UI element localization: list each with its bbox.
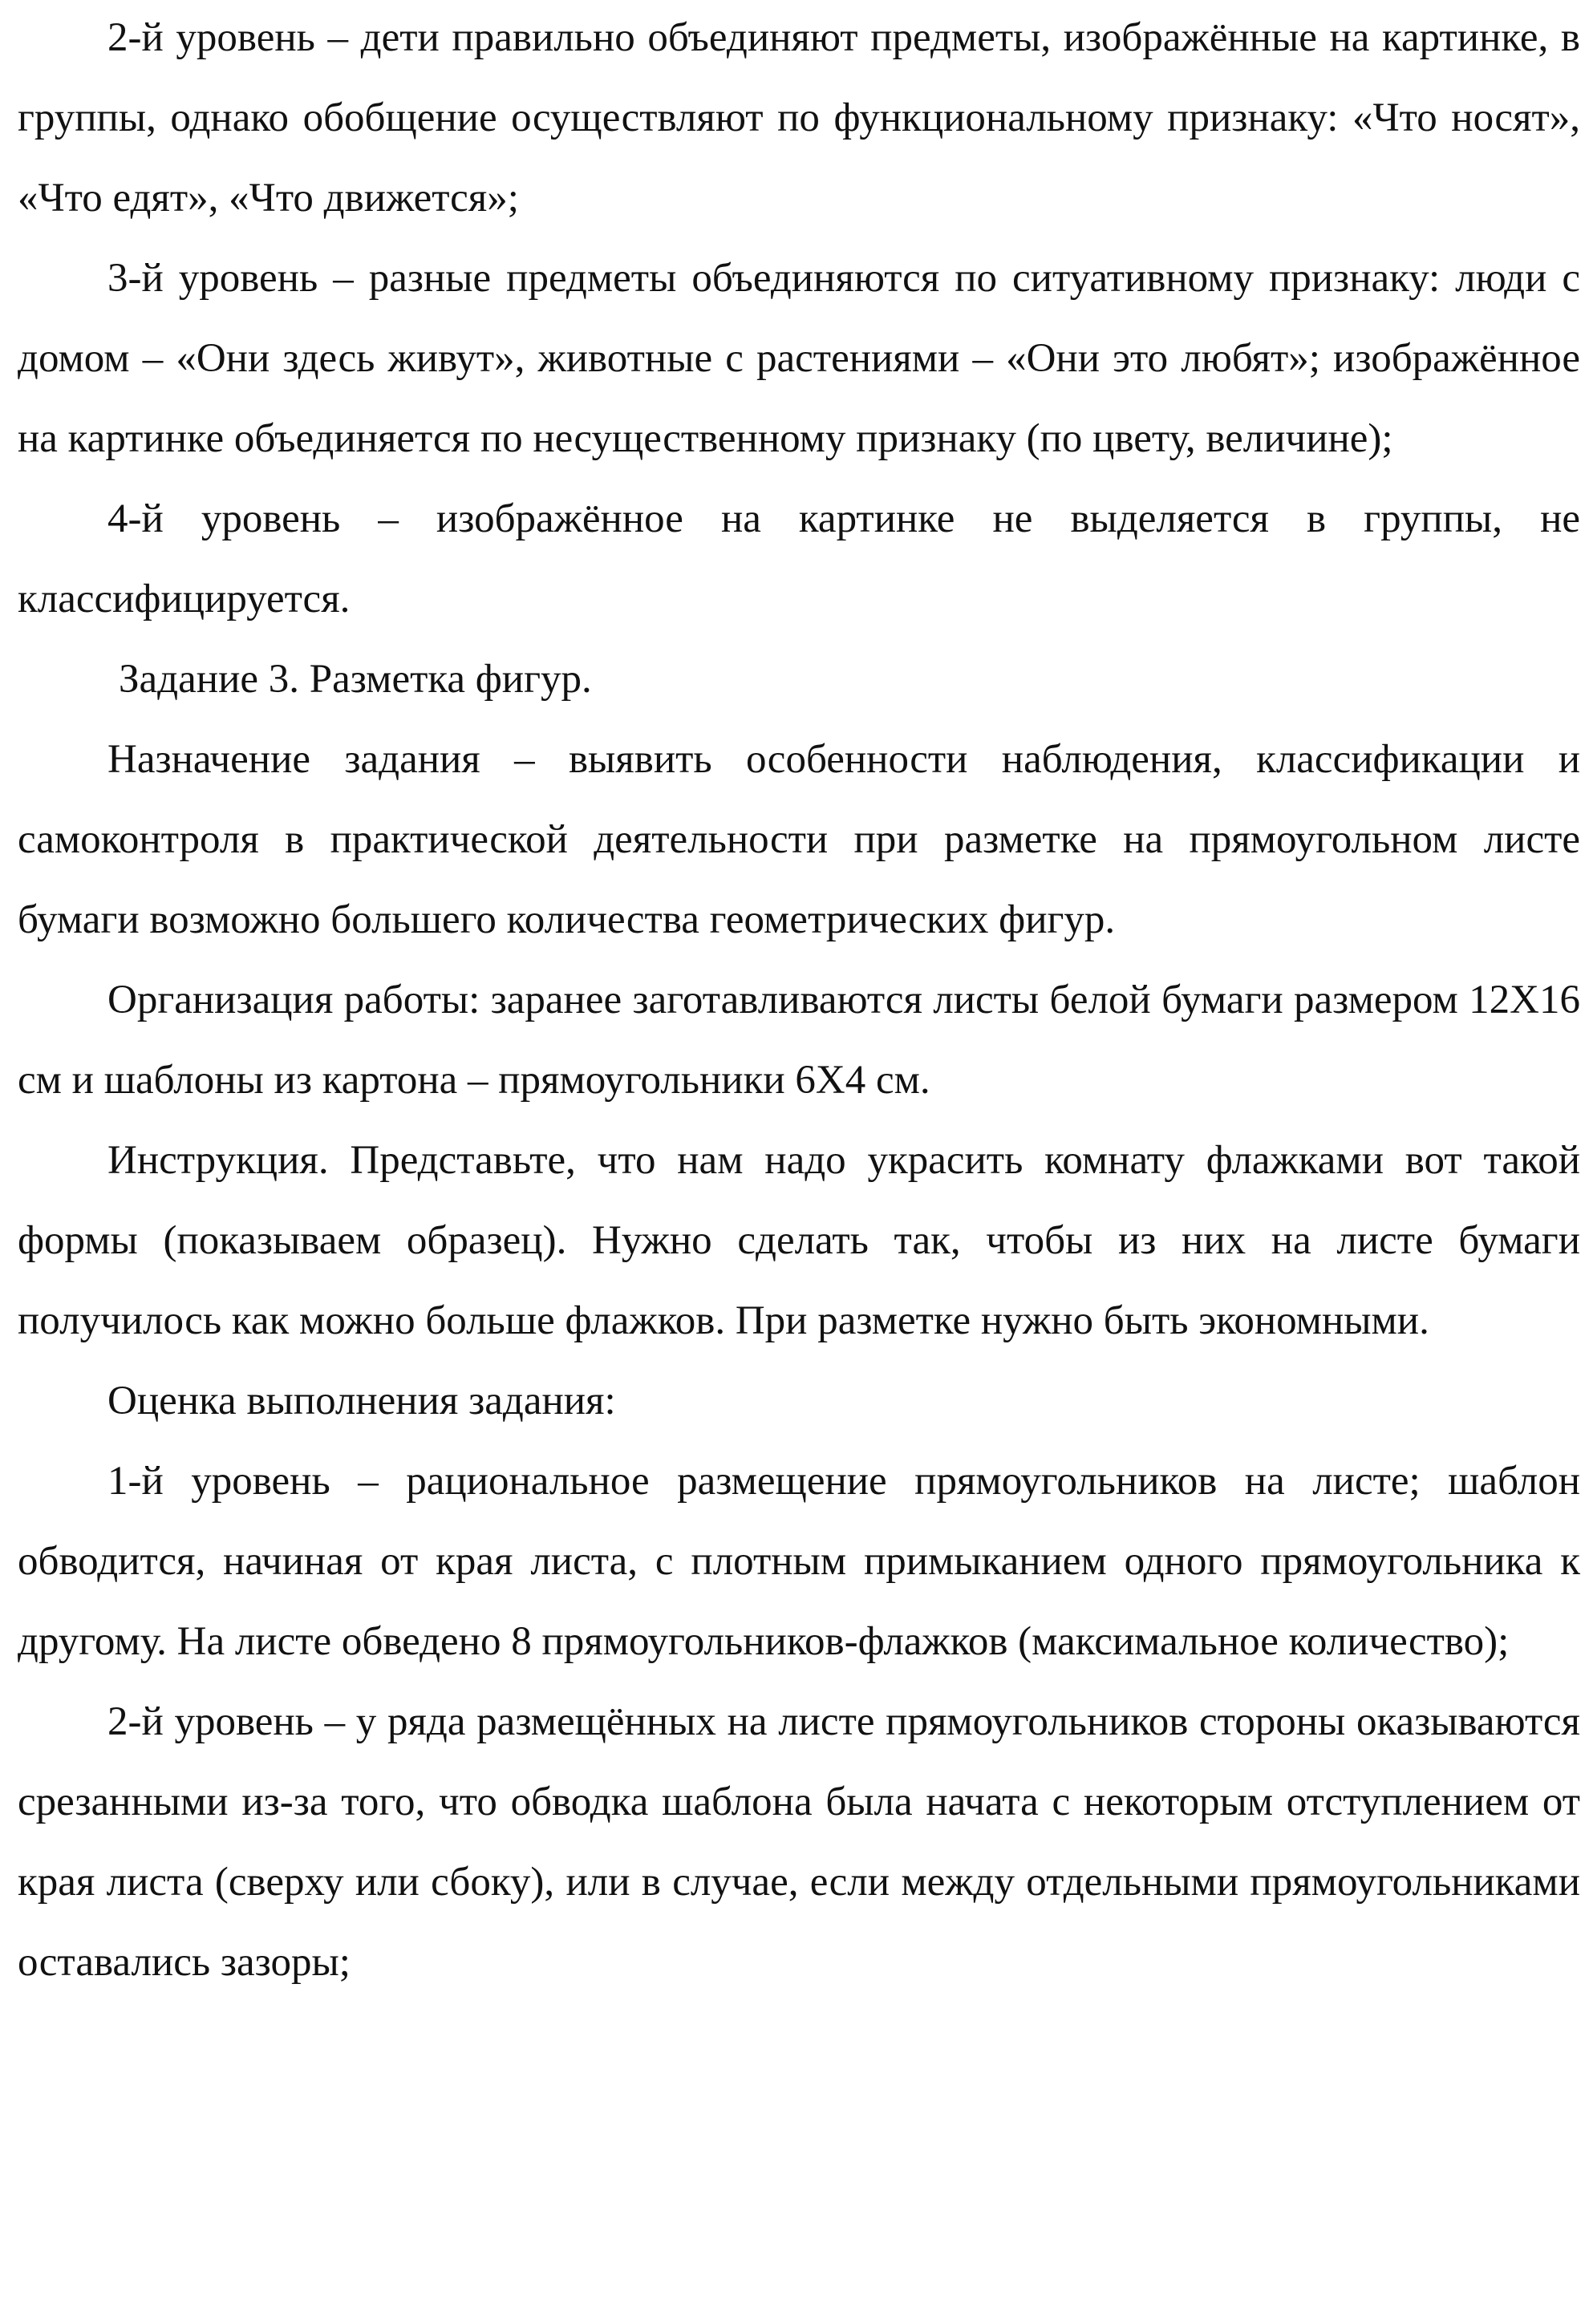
task-3-heading: Задание 3. Разметка фигур. <box>119 657 592 702</box>
paragraph-level-4-grouping: 4-й уровень – изображённое на картинке не выделяется в группы, не классифицируется. <box>18 496 1580 621</box>
paragraph-work-organization: Организация работы: заранее заготавливаются листы белой бумаги размером 12Х16 см и шаблоны из картона – прямоугольники 6Х4 см. <box>18 978 1580 1103</box>
paragraph-task-purpose: Назначение задания – выявить особенности наблюдения, классификации и самоконтроля в практической деятельности при разметке на прямоугольном листе бумаги возможно большего количества геометрических фигур. <box>18 737 1580 942</box>
document-body <box>18 0 1580 2002</box>
paragraph-level-2-grouping: 2-й уровень – дети правильно объединяют предметы, изображённые на картинке, в группы, однако обобщение осуществляют по функциональному признаку: «Что носят», «Что едят», «Что движется»; <box>18 15 1580 221</box>
paragraph-level-1-marking: 1-й уровень – рациональное размещение прямоугольников на листе; шаблон обводится, начиная от края листа, с плотным примыканием одного прямоугольника к другому. На листе обведено 8 прямоугольников-флажков (максимальное количество); <box>18 1459 1580 1664</box>
paragraph-instruction: Инструкция. Представьте, что нам надо украсить комнату флажками вот такой формы (показываем образец). Нужно сделать так, чтобы из них на листе бумаги получилось как можно больше флажков. При разметке нужно быть экономными. <box>18 1138 1580 1343</box>
paragraph-level-2-marking: 2-й уровень – у ряда размещённых на листе прямоугольников стороны оказываются срезанными из-за того, что обводка шаблона была начата с некоторым отступлением от края листа (сверху или сбоку), или в случае, если между отдельными прямоугольниками оставались зазоры; <box>18 1699 1580 1985</box>
paragraph-evaluation-heading: Оценка выполнения задания: <box>107 1379 616 1423</box>
paragraph-level-3-grouping: 3-й уровень – разные предметы объединяются по ситуативному признаку: люди с домом – «Они здесь живут», животные с растениями – «Они это любят»; изображённое на картинке объединяется по несущественному признаку (по цвету, величине); <box>18 256 1580 461</box>
